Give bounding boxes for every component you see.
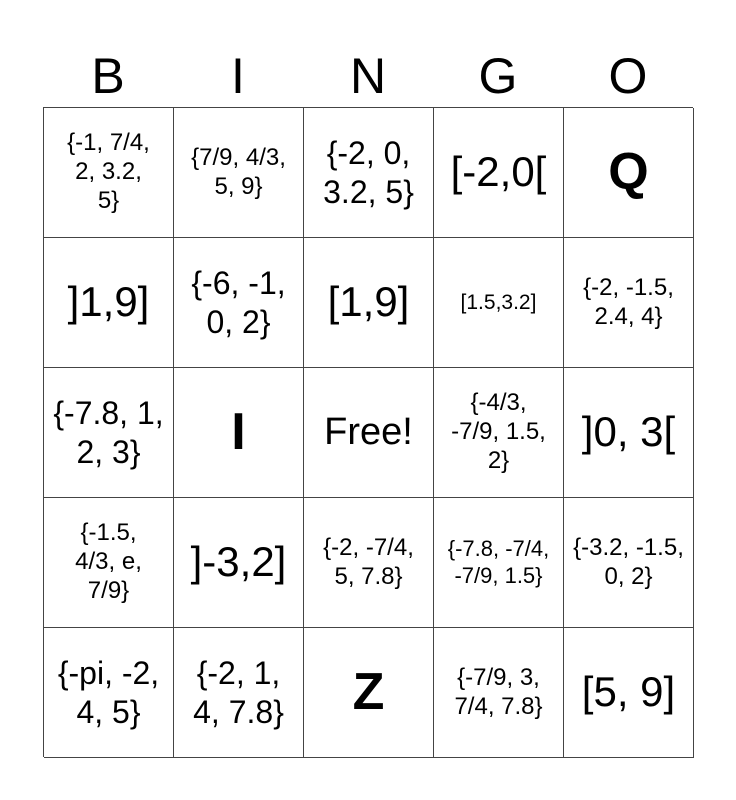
bingo-cell	[174, 628, 304, 758]
bingo-cell	[44, 498, 174, 628]
bingo-cell	[44, 238, 174, 368]
bingo-cell	[434, 368, 564, 498]
bingo-cell	[434, 628, 564, 758]
bingo-cell	[434, 108, 564, 238]
cell-text: ]1,9]	[67, 278, 150, 326]
cell-text: [5, 9]	[581, 668, 676, 716]
bingo-cell	[304, 238, 434, 368]
bingo-cell	[304, 628, 434, 758]
cell-text: {-2, -7/4, 5, 7.8}	[323, 533, 414, 590]
cell-text: [1,9]	[327, 278, 410, 326]
cell-text: {-6, -1, 0, 2}	[191, 265, 286, 340]
bingo-cell	[174, 368, 304, 498]
bingo-cell	[304, 498, 434, 628]
cell-text: ]0, 3[	[581, 408, 676, 456]
header-letter-n: N	[349, 48, 387, 104]
header-letter-g: G	[478, 48, 518, 104]
header-letter-i: I	[231, 48, 245, 104]
cell-text: {-7/9, 3, 7/4, 7.8}	[454, 663, 543, 720]
free-space-cell	[304, 368, 434, 498]
cell-text: ]-3,2]	[190, 538, 287, 586]
cell-text: [1.5,3.2]	[460, 290, 537, 314]
cell-text: {7/9, 4/3, 5, 9}	[191, 143, 286, 200]
cell-text: {-2, 1, 4, 7.8}	[193, 655, 284, 730]
cell-text: I	[231, 403, 246, 462]
free-space-text: Free!	[324, 410, 413, 453]
bingo-cell	[564, 498, 694, 628]
cell-text: {-7.8, 1, 2, 3}	[53, 395, 164, 470]
cell-text: Q	[608, 143, 649, 202]
bingo-cell	[434, 238, 564, 368]
cell-text: {-1, 7/4, 2, 3.2, 5}	[67, 129, 150, 214]
cell-text: {-2, -1.5, 2.4, 4}	[583, 273, 674, 330]
cell-text: {-3.2, -1.5, 0, 2}	[573, 533, 684, 590]
bingo-cell	[174, 238, 304, 368]
bingo-header	[43, 46, 693, 106]
header-letter-b: B	[91, 48, 125, 104]
cell-text: [-2,0[	[450, 148, 547, 196]
bingo-cell	[44, 628, 174, 758]
cell-text: {-7.8, -7/4, -7/9, 1.5}	[447, 536, 550, 588]
cell-text: {-2, 0, 3.2, 5}	[323, 135, 414, 210]
bingo-cell	[564, 108, 694, 238]
bingo-cell	[564, 368, 694, 498]
bingo-grid	[43, 107, 693, 757]
bingo-cell	[174, 108, 304, 238]
cell-text: Z	[352, 663, 385, 722]
bingo-cell	[304, 108, 434, 238]
cell-text: {-pi, -2, 4, 5}	[57, 655, 160, 730]
cell-text: {-1.5, 4/3, e, 7/9}	[75, 519, 142, 604]
bingo-cell	[44, 368, 174, 498]
header-letter-o: O	[608, 48, 648, 104]
bingo-cell	[434, 498, 564, 628]
bingo-cell	[44, 108, 174, 238]
bingo-cell	[174, 498, 304, 628]
bingo-cell	[564, 628, 694, 758]
cell-text: {-4/3, -7/9, 1.5, 2}	[451, 389, 546, 474]
bingo-cell	[564, 238, 694, 368]
